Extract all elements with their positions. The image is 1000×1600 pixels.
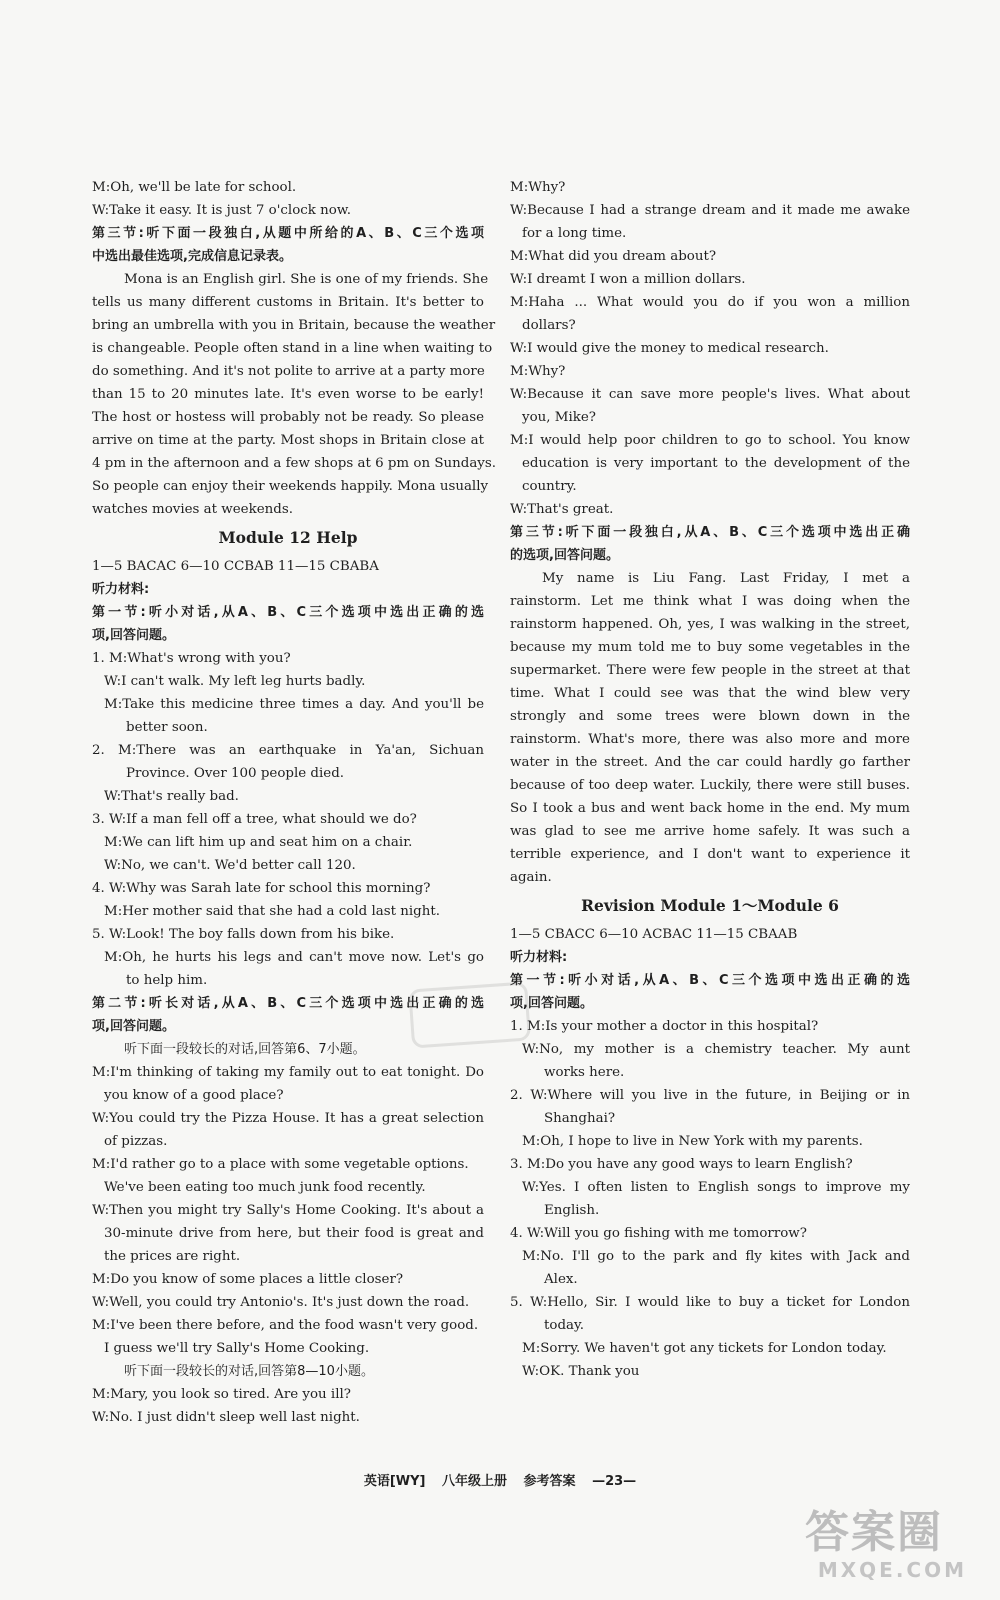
text-line: 听力材料: [92, 582, 150, 597]
text-line: 1—5 CBACC 6—10 ACBAC 11—15 CBAAB [510, 927, 798, 942]
text-line: than 15 to 20 minutes late. It's even worse to be early! [92, 387, 484, 402]
text-line: Shanghai? [544, 1111, 616, 1126]
text-line: Alex. [544, 1272, 578, 1287]
text-line: So I took a bus and went back home in the end. My mum [510, 801, 910, 816]
text-line: watches movies at weekends. [92, 502, 293, 517]
text-line: rainstorm happened. Oh, yes, I was walking in the street, [510, 617, 910, 632]
text-line: M:Mary, you look so tired. Are you ill? [92, 1387, 351, 1402]
text-line: you know of a good place? [104, 1088, 284, 1103]
text-line: M:Oh, he hurts his legs and can't move now. Let's go [104, 950, 484, 965]
text-line: I guess we'll try Sally's Home Cooking. [104, 1341, 370, 1356]
section-heading: Revision Module 1～Module 6 [581, 896, 839, 915]
text-line: tells us many different customs in Britain. It's better to [92, 295, 484, 310]
text-line: W:I can't walk. My left leg hurts badly. [104, 674, 366, 689]
text-line: W:Take it easy. It is just 7 o'clock now. [92, 203, 351, 218]
text-line: M:Oh, I hope to live in New York with my parents. [522, 1134, 863, 1149]
left-column [92, 176, 496, 1429]
text-line: today. [544, 1318, 585, 1333]
watermark [408, 981, 533, 1060]
text-line: 3. W:If a man fell off a tree, what should we do? [92, 812, 417, 827]
text-line: 听下面一段较长的对话,回答第6、7小题。 [124, 1042, 366, 1057]
footer-answers: 参考答案 [523, 1474, 576, 1489]
text-line: supermarket. There were few people in the street at that [510, 663, 910, 678]
page-footer [0, 1470, 1000, 1489]
text-line: M:Sorry. We haven't got any tickets for London today. [522, 1341, 887, 1356]
text-line: do something. And it's not polite to arrive at a party more [92, 364, 485, 379]
text-line: 听力材料: [510, 950, 568, 965]
text-line: 4 pm in the afternoon and a few shops at 6 pm on Sundays. [92, 456, 496, 471]
text-line: better soon. [126, 720, 208, 735]
text-line: 2. W:Where will you live in the future, in Beijing or in [510, 1088, 910, 1103]
section-heading: Module 12 Help [218, 528, 358, 547]
text-line: M:I would help poor children to go to school. You know [510, 433, 910, 448]
text-line: W:That's really bad. [104, 789, 239, 804]
text-line: Mona is an English girl. She is one of my friends. She [124, 272, 489, 287]
text-line: M:Why? [510, 180, 566, 195]
text-line: dollars? [522, 318, 576, 333]
text-line: M:No. I'll go to the park and fly kites with Jack and [522, 1249, 910, 1264]
text-line: M:Her mother said that she had a cold last night. [104, 904, 440, 919]
text-line: strongly and some trees were blown down in the [510, 709, 910, 724]
text-line: of pizzas. [104, 1134, 168, 1149]
text-line: 第一节:听小对话,从A、B、C三个选项中选出正确的选 [92, 605, 484, 620]
text-line: rainstorm. Let me think what I was doing when the [510, 594, 910, 609]
text-line: M:Why? [510, 364, 566, 379]
text-line: because of too deep water. Luckily, there were still buses. [510, 778, 910, 793]
text-line: 4. W:Why was Sarah late for school this morning? [92, 881, 431, 896]
text-line: for a long time. [522, 226, 627, 241]
text-line: rainstorm. What's more, there was also more and more [510, 732, 910, 747]
text-line: education is very important to the development of the [522, 456, 910, 471]
text-line: bring an umbrella with you in Britain, because the weather [92, 318, 496, 333]
logo-mark: 答案圈 [805, 1507, 943, 1558]
text-line: M:I've been there before, and the food wasn't very good. [92, 1318, 479, 1333]
text-line: M:I'd rather go to a place with some vegetable options. [92, 1157, 469, 1172]
footer-subject: 英语[WY] [363, 1474, 426, 1489]
text-line: M:What did you dream about? [510, 249, 717, 264]
text-line: M:Oh, we'll be late for school. [92, 180, 297, 195]
text-line: W:Because it can save more people's lives. What about [510, 387, 910, 402]
text-line: We've been eating too much junk food recently. [104, 1180, 426, 1195]
watermark-stamp [408, 981, 532, 1049]
text-line: M:Haha ... What would you do if you won a million [510, 295, 910, 310]
text-line: M:Take this medicine three times a day. And you'll be [104, 697, 484, 712]
text-line: W:Because I had a strange dream and it made me awake [510, 203, 910, 218]
text-line: 项,回答问题。 [510, 996, 593, 1011]
text-line: W:OK. Thank you [522, 1364, 640, 1379]
text-line: works here. [544, 1065, 625, 1080]
footer-grade: 八年级上册 [441, 1474, 507, 1489]
text-line: 1. M:What's wrong with you? [92, 651, 291, 666]
text-line: the prices are right. [104, 1249, 241, 1264]
text-line: country. [522, 479, 577, 494]
text-line: 项,回答问题。 [92, 628, 175, 643]
text-line: 2. M:There was an earthquake in Ya'an, Sichuan [92, 743, 484, 758]
text-line: 第三节:听下面一段独白,从题中所给的A、B、C三个选项 [92, 226, 484, 241]
text-line: 项,回答问题。 [92, 1019, 175, 1034]
text-line: 第二节:听长对话,从A、B、C三个选项中选出正确的选 [92, 996, 484, 1011]
text-line: 3. M:Do you have any good ways to learn English? [510, 1157, 853, 1172]
text-line: you, Mike? [522, 410, 596, 425]
text-line: water in the street. And the car could hardly go farther [510, 755, 910, 770]
text-line: 4. W:Will you go fishing with me tomorrow? [510, 1226, 807, 1241]
text-line: terrible experience, and I don't want to experience it [510, 847, 910, 862]
text-line: arrive on time at the party. Most shops in Britain close at [92, 433, 484, 448]
text-line: W:No, we can't. We'd better call 120. [104, 858, 356, 873]
text-line: 1—5 BACAC 6—10 CCBAB 11—15 CBABA [92, 559, 379, 574]
text-line: Province. Over 100 people died. [126, 766, 345, 781]
text-line: 的选项,回答问题。 [510, 548, 619, 563]
site-logo [805, 1508, 975, 1588]
text-line: W:Then you might try Sally's Home Cooking. It's about a [92, 1203, 484, 1218]
text-line: 第一节:听小对话,从A、B、C三个选项中选出正确的选 [510, 973, 910, 988]
text-line: W:Yes. I often listen to English songs to improve my [522, 1180, 910, 1195]
text-line: M:Do you know of some places a little closer? [92, 1272, 404, 1287]
text-line: W:I would give the money to medical research. [510, 341, 829, 356]
text-line: time. What I could see was that the wind blew very [510, 686, 910, 701]
text-line: because my mum told me to buy some vegetables in the [510, 640, 910, 655]
text-line: 第三节:听下面一段独白,从A、B、C三个选项中选出正确 [510, 525, 910, 540]
text-line: English. [544, 1203, 600, 1218]
text-line: 听下面一段较长的对话,回答第8—10小题。 [124, 1364, 374, 1379]
text-line: 5. W:Hello, Sir. I would like to buy a ticket for London [510, 1295, 910, 1310]
text-line: 30-minute drive from here, but their food is great and [104, 1226, 484, 1241]
text-line: W:That's great. [510, 502, 614, 517]
text-line: was glad to see me arrive home safely. It was such a [510, 824, 910, 839]
text-line: again. [510, 870, 552, 885]
text-line: W:No. I just didn't sleep well last night. [92, 1410, 360, 1425]
text-line: 中选出最佳选项,完成信息记录表。 [92, 249, 292, 264]
text-line: W:Well, you could try Antonio's. It's just down the road. [92, 1295, 470, 1310]
text-line: 1. M:Is your mother a doctor in this hospital? [510, 1019, 819, 1034]
text-line: M:We can lift him up and seat him on a chair. [104, 835, 413, 850]
text-line: W:No, my mother is a chemistry teacher. My aunt [522, 1042, 910, 1057]
text-line: W:I dreamt I won a million dollars. [510, 272, 746, 287]
text-line: 5. W:Look! The boy falls down from his bike. [92, 927, 395, 942]
text-line: The host or hostess will probably not be ready. So please [92, 410, 484, 425]
page-number: —23— [592, 1474, 637, 1489]
logo-site: MXQE.COM [817, 1558, 967, 1582]
text-line: to help him. [126, 973, 208, 988]
right-column [510, 176, 910, 1383]
text-line: W:You could try the Pizza House. It has a great selection [92, 1111, 484, 1126]
text-line: My name is Liu Fang. Last Friday, I met a [542, 571, 910, 586]
text-line: M:I'm thinking of taking my family out to eat tonight. Do [92, 1065, 484, 1080]
text-line: is changeable. People often stand in a line when waiting to [92, 341, 493, 356]
text-line: So people can enjoy their weekends happily. Mona usually [92, 479, 489, 494]
